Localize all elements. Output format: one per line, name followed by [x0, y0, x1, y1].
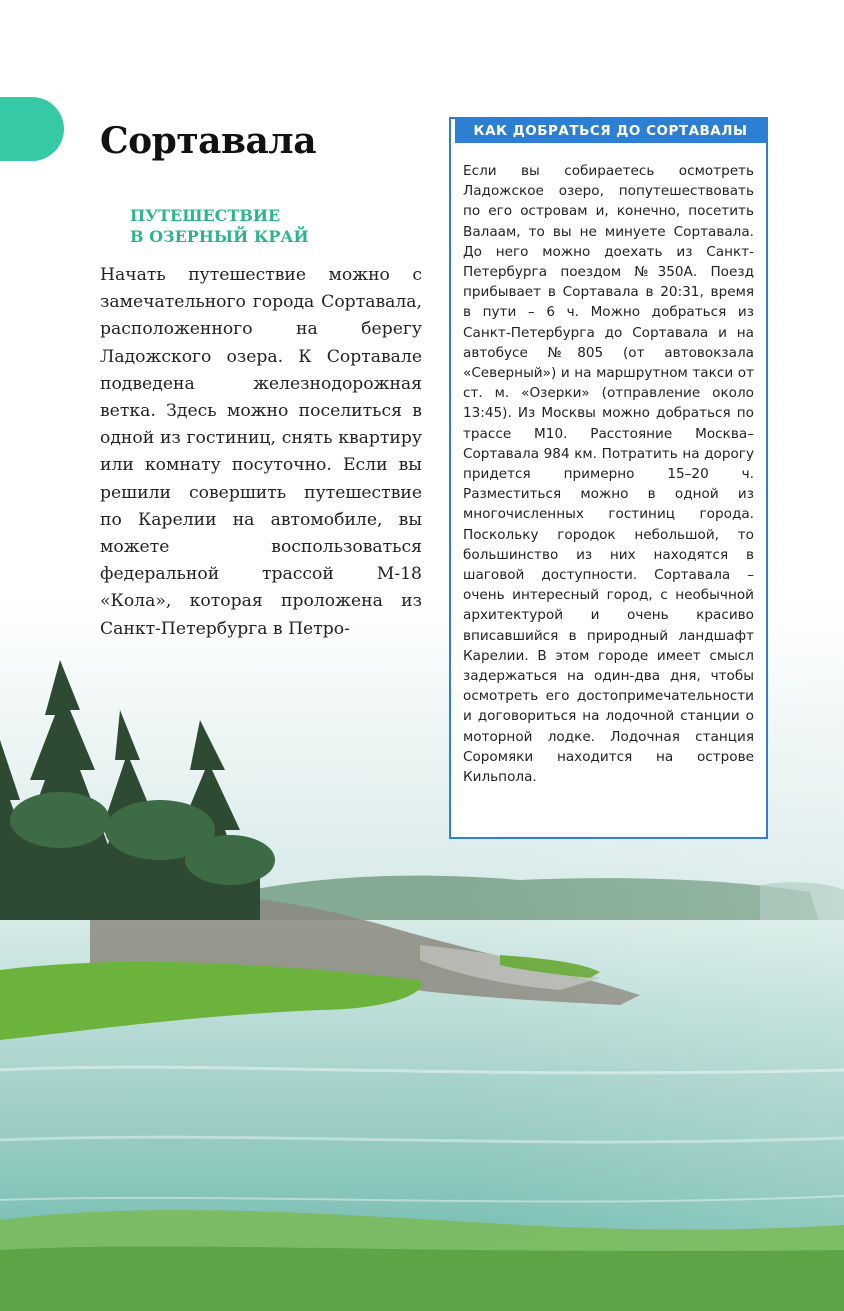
subtitle-line-2: В ОЗЕРНЫЙ КРАЙ: [130, 227, 309, 246]
info-sidebar-box: [449, 117, 768, 839]
page-title: Сортавала: [100, 120, 317, 162]
main-body-text: Начать путешествие можно с замечательного города Сортавала, расположенного на берегу Ладожского озера. К Сортавале подведена железнодорожная ветка. Здесь можно поселиться в одной из гостиниц, снять квартиру или комнату посуточно. Если вы решили совершить путешествие по Карелии на автомобиле, вы можете воспользоваться федеральной трассой М-18 «Кола», которая проложена из Санкт-Петербурга в Петро-: [100, 265, 422, 639]
chapter-tab-marker: [0, 97, 64, 161]
section-subtitle: [130, 205, 410, 247]
sidebar-heading: КАК ДОБРАТЬСЯ ДО СОРТАВАЛЫ: [455, 119, 766, 143]
subtitle-line-1: ПУТЕШЕСТВИЕ: [130, 206, 281, 225]
sidebar-text: Если вы собираетесь осмотреть Ладожское озеро, попутешествовать по его островам и, конечно, посетить Валаам, то вы не минуете Сортавала. До него можно доехать из Санкт-Петербурга поездом №350А. Поезд прибывает в Сортавала в 20:31, время в пути – 6 ч. Можно добраться из Санкт-Петербурга до Сортавала и на автобусе №805 (от автовокзала «Северный») и на маршрутном такси от ст. м. «Озерки» (отправление около 13:45). Из Москвы можно добраться по трассе М10. Расстояние Москва–Сортавала 984 км. Потратить на дорогу придется примерно 15–20 ч. Разместиться можно в одной из многочисленных гостиниц города. Поскольку городок небольшой, то большинство из них находятся в шаговой доступности. Сортавала – очень интересный город, с необычной архитектурой и очень красиво вписавшийся в природный ландшафт Карелии. В этом городе имеет смысл задержаться на один-два дня, чтобы осмотреть его достопримечательности и договориться на лодочной станции о моторной лодке. Лодочная станция Соромяки находится на острове Кильпола.: [463, 163, 754, 786]
